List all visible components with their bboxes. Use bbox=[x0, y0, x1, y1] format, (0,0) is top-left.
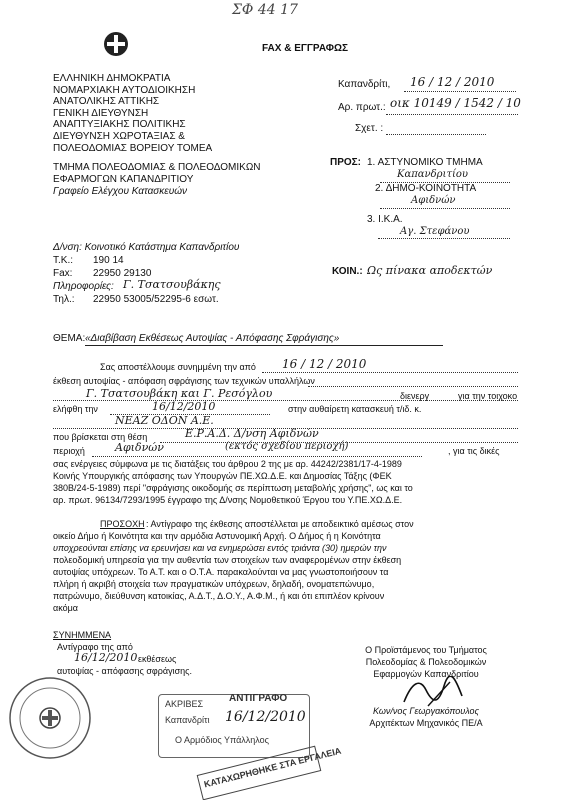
handwritten-signature bbox=[398, 676, 468, 710]
body-line-7: περιοχή bbox=[53, 446, 85, 456]
body-date-hand: 16 / 12 / 2010 bbox=[282, 357, 367, 371]
signature-title: Αρχιτέκτων Μηχανικός ΠΕ/Α bbox=[369, 718, 483, 728]
body-l4-suffix: για την τοιχοκο bbox=[458, 391, 518, 401]
recipient-2-rule bbox=[380, 208, 510, 209]
place-date-label: Καπανδρίτι, bbox=[338, 79, 391, 90]
sender-line: ΑΝΑΤΟΛΙΚΗΣ ΑΤΤΙΚΗΣ bbox=[53, 96, 160, 108]
subject-value: «Διαβίβαση Εκθέσεως Αυτοψίας - Απόφασης Σφράγισης» bbox=[85, 333, 340, 344]
body-officers-hand: Γ. Τσατσουβάκη και Γ. Ρεσόγλου bbox=[86, 387, 273, 400]
stamp-date-hand: 16/12/2010 bbox=[225, 709, 306, 725]
sender-line: ΔΙΕΥΘΥΝΣΗ ΧΩΡΟΤΑΞΙΑΣ & bbox=[53, 130, 185, 142]
body-l4-prefix: διενεργ bbox=[400, 391, 430, 401]
body-line-6: που βρίσκεται στη θέση bbox=[53, 432, 148, 442]
info-label: Πληροφορίες: bbox=[53, 281, 114, 292]
koin-label: ΚΟΙΝ.: bbox=[332, 266, 363, 277]
subject-label: ΘΕΜΑ: bbox=[53, 333, 86, 344]
body-line-9: Κοινής Υπουργικής απόφασης των Υπουργών ΠΕ.ΧΩ.Δ.Ε. και Δημοσίας Τάξης (ΦΕΚ bbox=[53, 471, 392, 481]
body-line-8: σας ενέργειες σύμφωνα με τις διατάξεις του άρθρου 2 της με αρ. 44242/2381/17-4-1989 bbox=[53, 459, 402, 469]
tk-label: Τ.Κ.: bbox=[53, 255, 74, 266]
body-area-note-hand: (εκτός σχεδίου περιοχή) bbox=[225, 441, 349, 452]
tk-value: 190 14 bbox=[93, 255, 124, 266]
tel-value: 22950 53005/52295-6 εσωτ. bbox=[93, 294, 219, 305]
notice-line: οικείο Δήμο ή Κοινότητα και την αρμόδια Αστυνομική Αρχή. Ο Δήμος ή η Κοινότητα bbox=[53, 531, 381, 541]
sender-line: ΑΝΑΠΤΥΞΙΑΚΗΣ ΠΟΛΙΤΙΚΗΣ bbox=[53, 119, 186, 131]
top-handwritten-note: ΣΦ 44 17 bbox=[232, 2, 298, 18]
attachments-line-1: Αντίγραφο της από bbox=[57, 642, 133, 652]
signature-role-2: Πολεοδομίας & Πολεοδομικών bbox=[365, 657, 487, 667]
registration-stamp-text: ΚΑΤΑΧΩΡΗΘΗΚΕ ΣΤΑ ΕΡΓΑΛΕΙΑ bbox=[202, 745, 343, 790]
sender-line: ΓΕΝΙΚΗ ΔΙΕΥΘΥΝΣΗ bbox=[53, 107, 149, 119]
address-line: Δ/νση: Κοινοτικό Κατάστημα Καπανδριτίου bbox=[53, 242, 240, 253]
body-rule-1 bbox=[262, 372, 518, 373]
body-rule-2 bbox=[308, 386, 518, 387]
recipient-2: 2. ΔΗΜΟ-ΚΟΙΝΟΤΗΤΑ bbox=[375, 183, 477, 194]
coat-of-arms-emblem bbox=[103, 31, 129, 57]
attachments-line-2: εκθέσεως bbox=[138, 654, 177, 664]
department-block bbox=[53, 162, 261, 198]
stamp-copy-text: ΑΝΤΙΓΡΑΦΟ bbox=[229, 693, 288, 704]
body-line-7-tail: , για τις δικές bbox=[448, 446, 500, 456]
department-line: ΤΜΗΜΑ ΠΟΛΕΟΔΟΜΙΑΣ & ΠΟΛΕΟΔΟΜΙΚΩΝ bbox=[53, 162, 261, 173]
official-round-seal bbox=[8, 676, 92, 760]
body-location-hand: Ε.Ρ.Α.Δ. Δ/νση Αφιδνών bbox=[185, 427, 319, 440]
body-rule-3 bbox=[53, 400, 518, 401]
body-l4-text-b: ελήφθη την bbox=[53, 404, 98, 414]
sender-line: ΠΟΛΕΟΔΟΜΙΑΣ ΒΟΡΕΙΟΥ ΤΟΜΕΑ bbox=[53, 142, 213, 154]
recipient-3-hand: Αγ. Στεφάνου bbox=[400, 226, 470, 237]
body-l4-date-hand: 16/12/2010 bbox=[152, 400, 216, 413]
notice-line: υποχρεούνται επίσης να ερευνήσει και να ενημερώσει εντός τριάντα (30) ημερών την bbox=[53, 543, 387, 553]
relation-label: Σχετ. : bbox=[355, 123, 384, 134]
place-date-value: 16 / 12 / 2010 bbox=[410, 75, 495, 89]
notice-line: : Αντίγραφο της έκθεσης αποστέλλεται με αποδεικτικό αμέσως στον bbox=[146, 519, 414, 529]
attachments-line-3: αυτοψίας - απόφασης σφράγισης. bbox=[57, 666, 192, 676]
recipient-1-hand: Καπανδριτίου bbox=[397, 169, 469, 180]
to-label: ΠΡΟΣ: bbox=[330, 157, 362, 168]
sender-line: ΝΟΜΑΡΧΙΑΚΗ ΑΥΤΟΔΙΟΙΚΗΣΗ bbox=[53, 84, 196, 96]
sender-line: ΕΛΛΗΝΙΚΗ ΔΗΜΟΚΡΑΤΙΑ bbox=[53, 73, 171, 84]
body-line-2: έκθεση αυτοψίας - απόφαση σφράγισης των τεχνικών υπαλλήλων bbox=[53, 376, 315, 386]
body-line-10: 380Β/24-5-1989) περί "σφράγισης οικοδομής σε περίπτωση μεταβολής χρήσης", ως και το bbox=[53, 483, 413, 493]
body-owner-hand: ΝΕΑΖ ΟΔΟΝ Α.Ε. bbox=[115, 414, 214, 427]
relation-rule bbox=[386, 134, 486, 135]
koin-value: Ως πίνακα αποδεκτών bbox=[367, 264, 493, 277]
notice-line: αυτοψίας υπόχρεων. Το Α.Τ. και ο Ο.Τ.Α. παρακαλούνται να μας γνωστοποιήσουν τα bbox=[53, 567, 389, 577]
body-area-hand: Αφιδνών bbox=[115, 441, 164, 454]
body-rule-7 bbox=[92, 456, 422, 457]
notice-line: πολεοδομική υπηρεσία για την αυθεντία των στοιχείων των αναφερομένων στην έκθεση bbox=[53, 555, 402, 565]
signature-name: Κων/νος Γεωργακόπουλος bbox=[373, 706, 479, 716]
office-name: Γραφείο Ελέγχου Κατασκευών bbox=[53, 186, 187, 197]
body-line-11: αρ. πρωτ. 96134/7293/1995 έγγραφο της Δ/νσης Νομοθετικού Έργου του Υ.ΠΕ.ΧΩ.Δ.Ε. bbox=[53, 495, 403, 505]
tel-label: Τηλ.: bbox=[53, 294, 75, 305]
recipient-2-hand: Αφιδνών bbox=[411, 195, 456, 206]
sender-block bbox=[53, 73, 212, 154]
fax-label: Fax: bbox=[53, 268, 73, 279]
subject-underline bbox=[85, 345, 443, 346]
recipient-3-rule bbox=[378, 238, 510, 239]
fax-header-label: FAX & ΕΓΓΡΑΦΩΣ bbox=[262, 43, 349, 54]
notice-line: πλήρη ή ακριβή στοιχεία των πραγματικών υπόχρεων, δηλαδή, ονοματεπώνυμο, bbox=[53, 579, 375, 589]
info-value: Γ. Τσατσουβάκης bbox=[123, 278, 221, 291]
body-l4-text-c: στην αυθαίρετη κατασκευή τ/ιδ. κ. bbox=[288, 404, 422, 414]
notice-label: ΠΡΟΣΟΧΗ bbox=[100, 519, 145, 529]
signature-role-1: Ο Προϊστάμενος του Τμήματος bbox=[365, 645, 487, 655]
notice-line: πατρώνυμο, διεύθυνση κατοικίας, Α.Δ.Τ., Δ.Ο.Υ., Α.Φ.Μ., ή και ότι επιπλέον κρίνουν bbox=[53, 591, 385, 601]
department-line: ΕΦΑΡΜΟΓΩΝ ΚΑΠΑΝΔΡΙΤΙΟΥ bbox=[53, 174, 194, 185]
body-line-1: Σας αποστέλλουμε συνημμένη την από bbox=[100, 362, 256, 372]
fax-value: 22950 29130 bbox=[93, 268, 152, 279]
stamp-top-text: ΑΚΡΙΒΕΣ bbox=[165, 699, 204, 709]
recipient-3: 3. Ι.Κ.Α. bbox=[367, 214, 403, 225]
protocol-label: Αρ. πρωτ.: bbox=[338, 102, 386, 113]
recipient-1: 1. ΑΣΤΥΝΟΜΙΚΟ ΤΜΗΜΑ bbox=[367, 157, 483, 168]
notice-line: ακόμα bbox=[53, 603, 78, 613]
protocol-value: οικ 10149 / 1542 / 10 bbox=[390, 96, 521, 110]
stamp-bottom-text: Ο Αρμόδιος Υπάλληλος bbox=[175, 735, 270, 745]
attachments-label: ΣΥΝΗΜΜΕΝΑ bbox=[53, 630, 112, 640]
true-copy-stamp bbox=[158, 694, 310, 758]
stamp-place: Καπανδρίτι bbox=[165, 715, 210, 725]
date-rule bbox=[404, 91, 516, 92]
protocol-rule bbox=[386, 114, 518, 115]
attachments-date-hand: 16/12/2010 bbox=[74, 651, 138, 664]
signature-role-3: Εφαρμογών Καπανδριτίου bbox=[373, 669, 479, 679]
